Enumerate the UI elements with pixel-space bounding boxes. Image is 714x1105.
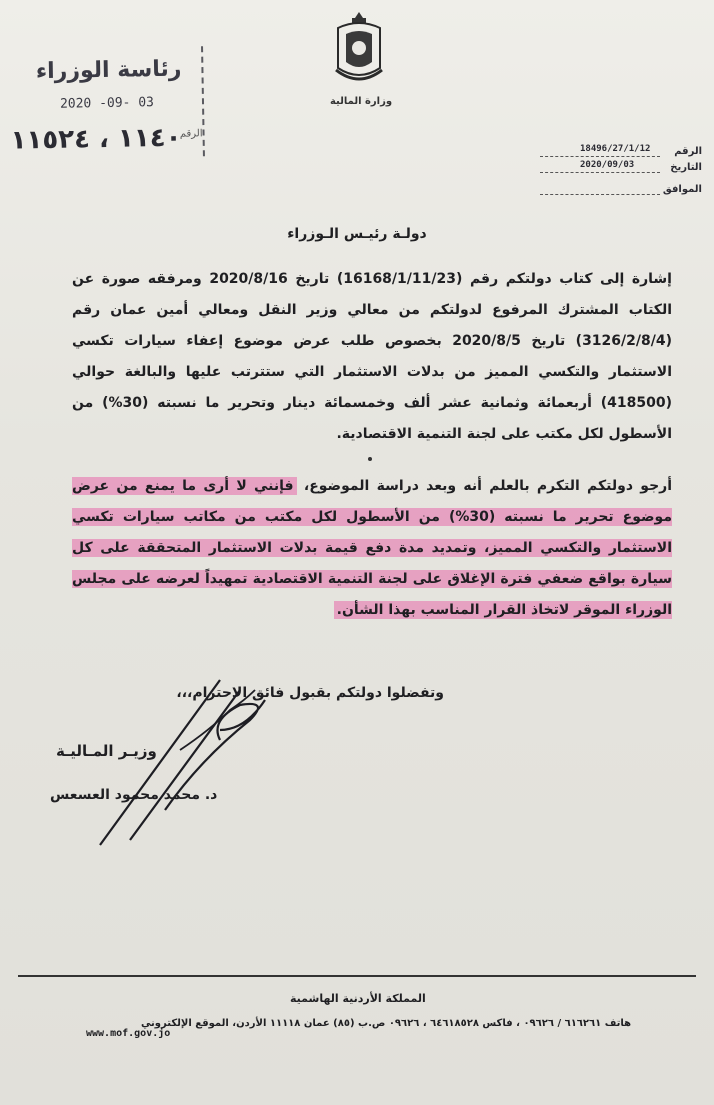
ref-number-value: 18496/27/1/12 xyxy=(580,144,651,154)
ref-date-value: 2020/09/03 xyxy=(580,160,635,170)
closing-line: وتفضلوا دولتكم بقبول فائق الاحترام،،، xyxy=(176,685,444,701)
highlighted-text: فإنني لا أرى ما يمنع من عرض موضوع تحرير ما نسبته (30%) من الأسطول لكل مكتب من مكاتب سيارات تكسي الاستثمار والتكسي المميز، وتمديد مدة دفع قيمة بدلات الاستثمار المتحققة على كل سيارة بواقع ضعفي فترة الإغلاق على لجنة التنمية الاقتصادية تمهيداً لعرضه على مجلس الوزراء الموقر لاتخاذ القرار المناسب بهذا الشأن. xyxy=(72,478,672,618)
emblem-caption: وزارة المالية xyxy=(329,96,393,107)
ref-corresponding-label: الموافق xyxy=(662,184,702,195)
footer-website[interactable]: www.mof.gov.jo xyxy=(86,1028,171,1039)
coat-of-arms-icon xyxy=(330,8,388,92)
ref-number-label: الرقم xyxy=(674,146,702,157)
stamp-number-label: الرقم xyxy=(179,128,203,140)
footer-contact: هاتف ٦١٦٢٦١ / ٠٩٦٢٦ ، فاكس ٦٤٦١٨٥٢٨ ، ٠٩٦٢٦ ص.ب (٨٥) عمان ١١١١٨ الأردن، الموقع الإلكتروني xyxy=(140,1018,632,1029)
signatory-title: وزيـر المـاليـة xyxy=(56,742,157,760)
receipt-stamp xyxy=(3,46,205,159)
signatory-name: د. محمد محمود العسعس xyxy=(50,787,218,803)
paragraph-2 xyxy=(72,471,672,626)
ref-date-label: التاريخ xyxy=(670,162,702,173)
addressee: دولـة رئيـس الـوزراء xyxy=(287,226,427,242)
stamp-date: 2020 -09- 03 xyxy=(59,95,155,112)
reference-block xyxy=(540,144,710,198)
stamp-title: رئاسة الوزراء xyxy=(35,56,182,85)
paragraph-2-text: أرجو دولتكم التكرم بالعلم أنه وبعد دراسة الموضوع، xyxy=(303,478,673,494)
footer-divider xyxy=(18,975,696,977)
paragraph-1: إشارة إلى كتاب دولتكم رقم (16168/1/11/23) تاريخ 2020/8/16 ومرفقه صورة عن الكتاب المشترك المرفوع لدولتكم من معالي وزير النقل ومعالي أمين عمان رقم (3126/2/8/4) تاريخ 2020/8/5 بخصوص طلب عرض موضوع إعفاء سيارات تكسي الاستثمار والتكسي المميز من بدلات الاستثمار التي ستترتب عليها والبالغة حوالي (418500) أربعمائة وثمانية عشر ألف وخمسمائة دينار وتحرير ما نسبته (30%) من الأسطول لكل مكتب على لجنة التنمية الاقتصادية. xyxy=(72,271,672,442)
stamp-number: ١١٤٠ ، ١١٥٢٤ xyxy=(10,122,182,156)
footer-organization: المملكة الأردنية الهاشمية xyxy=(290,992,426,1005)
